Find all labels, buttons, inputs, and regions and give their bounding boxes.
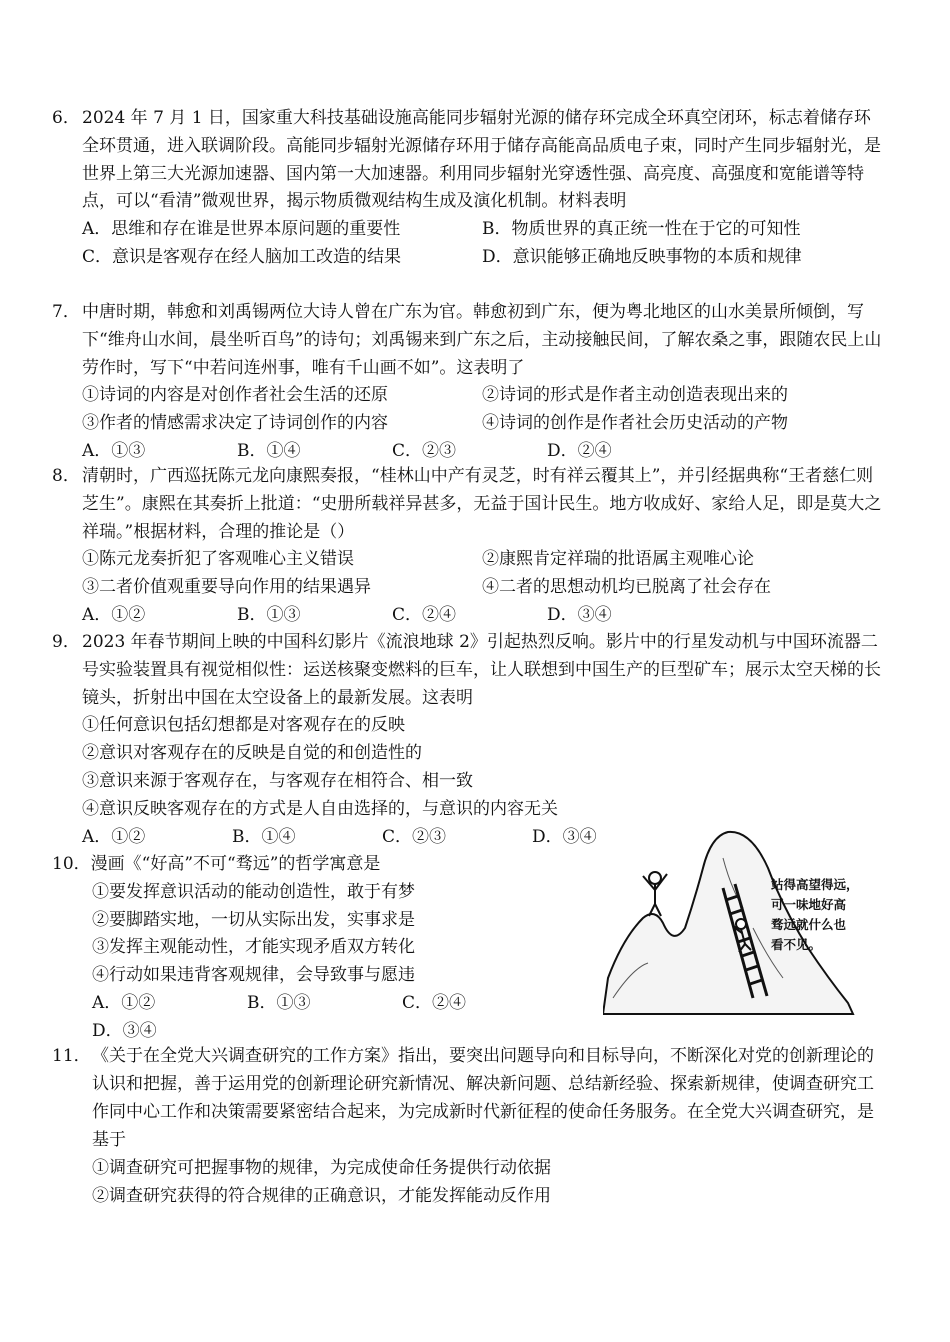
statement-2: ②诗词的形式是作者主动创造表现出来的 <box>482 385 788 406</box>
mountain-ladder-cartoon <box>603 828 873 1018</box>
caption-line-1: 站得高望得远， <box>771 877 859 892</box>
question-stem: 中唐时期，韩愈和刘禹锡两位大诗人曾在广东为官。韩愈初到广东，便为粤北地区的山水美景所倾倒，写下“维舟山水间，晨坐听百鸟”的诗句；刘禹锡来到广东之后，主动接触民间，了解农桑之事，跟随农民上山劳作时，写下“中若问连州事，唯有千山画不如”。这表明了 <box>82 302 882 378</box>
question-8 <box>52 463 882 630</box>
statement-3: ③作者的情感需求决定了诗词创作的内容 <box>82 413 388 434</box>
statement-1: ①要发挥意识活动的能动创造性，敢于有梦 <box>92 881 415 902</box>
choice-b[interactable]: B．①③ <box>247 992 311 1013</box>
question-number: 9． <box>52 632 80 652</box>
statement-2: ②意识对客观存在的反映是自觉的和创造性的 <box>82 743 422 764</box>
question-stem: 《关于在全党大兴调查研究的工作方案》指出，要突出问题导向和目标导向，不断深化对党的创新理论的认识和把握，善于运用党的创新理论研究新情况、解决新问题、总结新经验、探索新规律，使调查研究工作同中心工作和决策需要紧密结合起来，为完成新时代新征程的使命任务服务。在全党大兴调查研究，是基于 <box>92 1046 874 1150</box>
choice-d[interactable]: D．②④ <box>547 440 612 461</box>
caption-line-3: 骛远就什么也 <box>771 917 847 932</box>
statement-1: ①任何意识包括幻想都是对客观存在的反映 <box>82 715 405 736</box>
choice-a[interactable]: A．①② <box>92 992 156 1013</box>
question-stem: 清朝时，广西巡抚陈元龙向康熙奏报，“桂林山中产有灵芝，时有祥云覆其上”，并引经据典称“王者慈仁则芝生”。康熙在其奏折上批道：“史册所载祥异甚多，无益于国计民生。地方收成好、家给人足，即是莫大之祥瑞。”根据材料，合理的推论是（） <box>82 466 882 542</box>
cartoon-illustration <box>603 828 873 1018</box>
choice-b[interactable]: B．①④ <box>232 826 296 847</box>
statement-2: ②康熙肯定祥瑞的批语属主观唯心论 <box>482 549 754 570</box>
choice-b[interactable]: B．①③ <box>237 604 301 625</box>
option-d[interactable]: D．意识能够正确地反映事物的本质和规律 <box>482 246 802 267</box>
question-6 <box>52 105 882 272</box>
question-number: 6． <box>52 108 80 128</box>
statement-2: ②调查研究获得的符合规律的正确意识，才能发挥能动反作用 <box>92 1186 551 1206</box>
question-number: 7． <box>52 302 80 322</box>
choice-c[interactable]: C．②③ <box>392 440 457 461</box>
choice-d[interactable]: D．③④ <box>532 826 597 847</box>
caption-line-4: 看不见。 <box>771 937 822 952</box>
statement-2: ②要脚踏实地，一切从实际出发，实事求是 <box>92 909 415 930</box>
statement-1: ①诗词的内容是对创作者社会生活的还原 <box>82 385 388 406</box>
question-number: 10． <box>52 854 91 874</box>
statement-4: ④二者的思想动机均已脱离了社会存在 <box>482 577 771 598</box>
choice-b[interactable]: B．①④ <box>237 440 301 461</box>
choice-c[interactable]: C．②④ <box>392 604 457 625</box>
choice-c[interactable]: C．②③ <box>382 826 447 847</box>
caption-line-2: 可一味地好高 <box>771 897 847 912</box>
statement-4: ④意识反映客观存在的方式是人自由选择的，与意识的内容无关 <box>82 798 558 819</box>
statement-3: ③发挥主观能动性，才能实现矛盾双方转化 <box>92 937 415 958</box>
question-9 <box>52 629 882 851</box>
choice-a[interactable]: A．①② <box>82 604 146 625</box>
statement-4: ④行动如果违背客观规律，会导致事与愿违 <box>92 965 415 986</box>
question-stem: 2024 年 7 月 1 日，国家重大科技基础设施高能同步辐射光源的储存环完成全环真空闭环，标志着储存环全环贯通，进入联调阶段。高能同步辐射光源储存环用于储存高能高品质电子束，同时产生同步辐射光，是世界上第三大光源加速器、国内第一大加速器。利用同步辐射光穿透性强、高亮度、高强度和宽能谱等特点，可以“看清”微观世界，揭示物质微观结构生成及演化机制。材料表明 <box>82 108 881 212</box>
question-7 <box>52 299 882 466</box>
choice-d[interactable]: D．③④ <box>92 1020 157 1041</box>
choice-c[interactable]: C．②④ <box>402 992 467 1013</box>
statement-list <box>52 382 882 465</box>
statement-list <box>52 546 882 629</box>
option-c[interactable]: C．意识是客观存在经人脑加工改造的结果 <box>82 246 402 267</box>
person-on-peak <box>643 872 667 916</box>
question-11 <box>52 1042 882 1210</box>
option-b[interactable]: B．物质世界的真正统一性在于它的可知性 <box>482 219 801 240</box>
option-a[interactable]: A．思维和存在谁是世界本原问题的重要性 <box>82 219 401 240</box>
statement-3: ③二者价值观重要导向作用的结果遇异 <box>82 577 371 598</box>
statement-3: ③意识来源于客观存在，与客观存在相符合、相一致 <box>82 770 473 791</box>
choice-a[interactable]: A．①② <box>82 826 146 847</box>
statement-4: ④诗词的创作是作者社会历史活动的产物 <box>482 413 788 434</box>
choice-a[interactable]: A．①③ <box>82 440 146 461</box>
choice-d[interactable]: D．③④ <box>547 604 612 625</box>
question-number: 8． <box>52 466 80 486</box>
statement-1: ①调查研究可把握事物的规律，为完成使命任务提供行动依据 <box>92 1158 551 1178</box>
statement-list <box>52 879 492 1046</box>
question-10 <box>52 851 492 1046</box>
question-stem: 2023 年春节期间上映的中国科幻影片《流浪地球 2》引起热烈反响。影片中的行星发动机与中国环流器二号实验装置具有视觉相似性：运送核聚变燃料的巨车，让人联想到中国生产的巨型矿车；展示太空天梯的长镜头，折射出中国在太空设备上的最新发展。这表明 <box>82 632 881 708</box>
statement-list <box>52 1154 882 1210</box>
statement-1: ①陈元龙奏折犯了客观唯心主义错误 <box>82 549 354 570</box>
question-number: 11． <box>52 1046 91 1066</box>
question-stem: 漫画《“好高”不可“骛远”的哲学寓意是 <box>90 854 381 874</box>
option-list <box>52 216 882 272</box>
